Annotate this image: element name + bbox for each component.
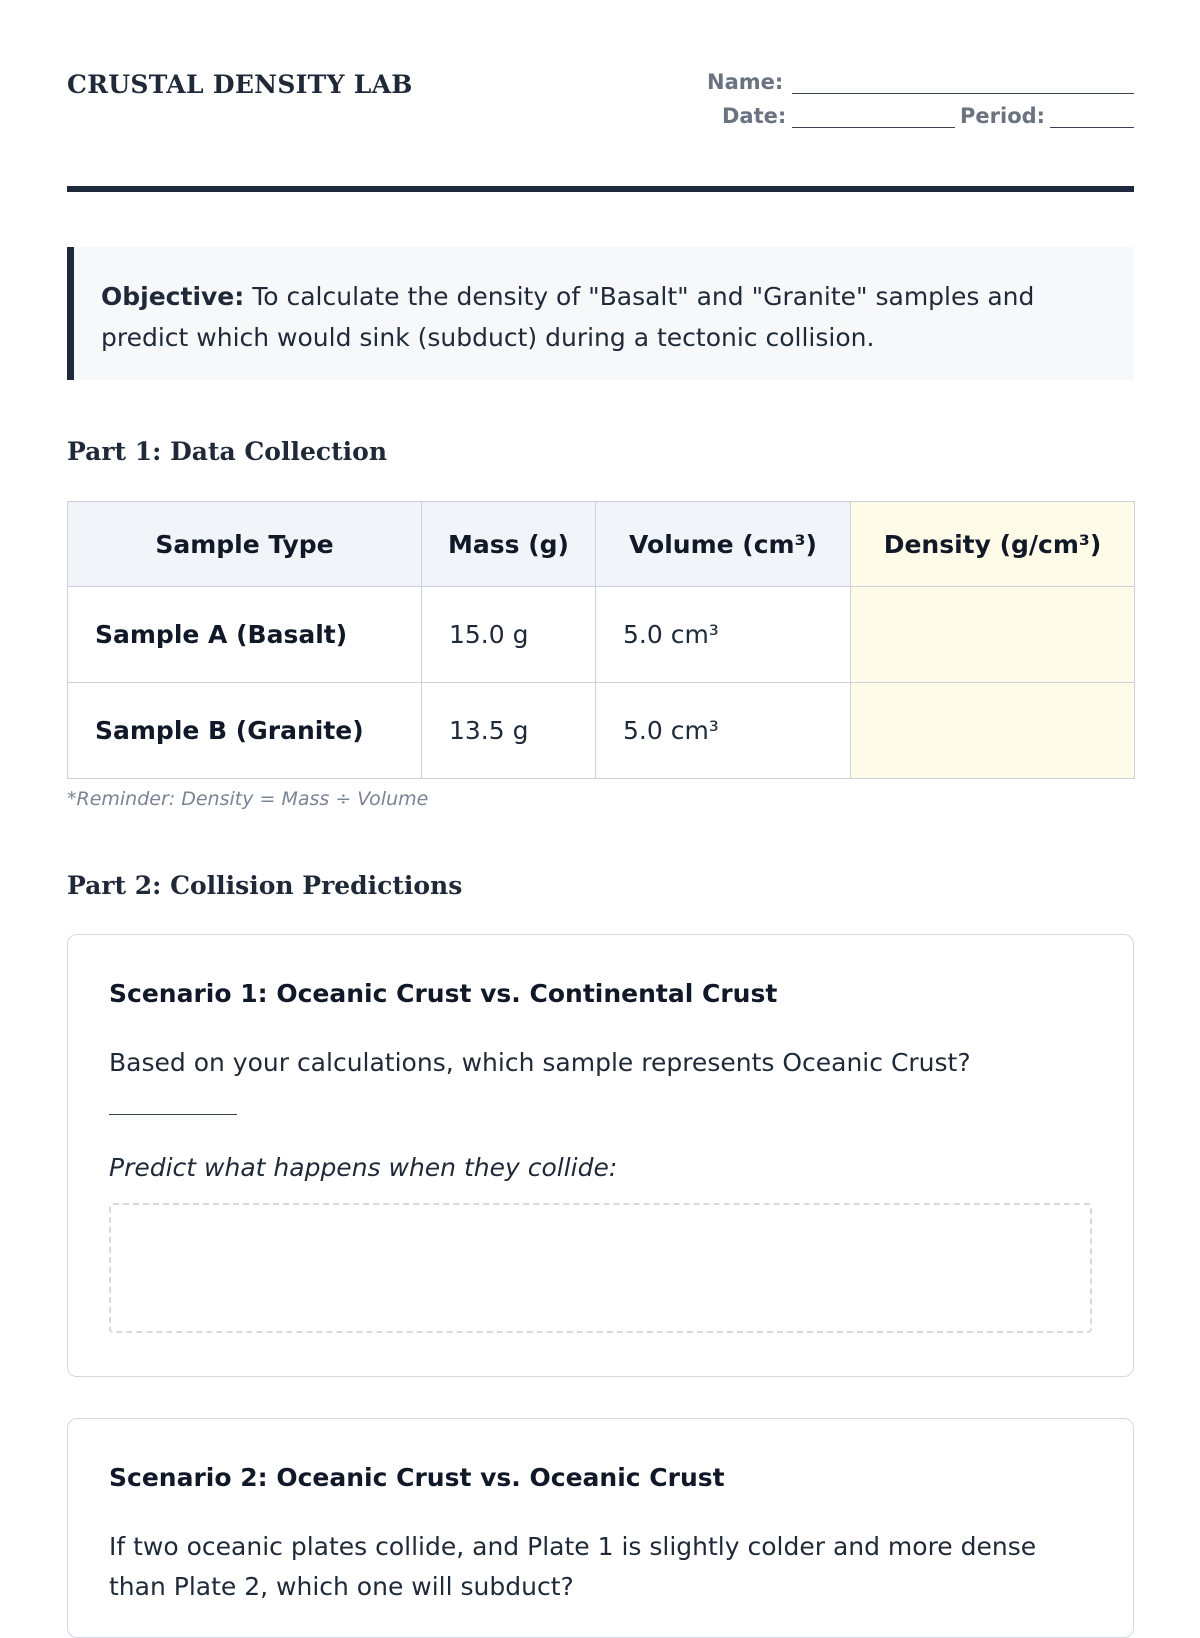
table-row <box>68 683 1135 779</box>
header-mass: Mass (g) <box>422 502 596 587</box>
density-answer-cell[interactable] <box>851 587 1135 683</box>
objective-label: Objective: <box>101 282 245 311</box>
scenario-question: Based on your calculations, which sample represents Oceanic Crust? <box>109 1048 971 1077</box>
scenario-title: Scenario 1: Oceanic Crust vs. Continental Crust <box>109 979 778 1008</box>
period-field[interactable] <box>1050 127 1134 128</box>
prediction-answer-box[interactable] <box>109 1203 1092 1333</box>
sample-name: Sample B (Granite) <box>68 683 422 779</box>
header-volume: Volume (cm³) <box>596 502 851 587</box>
objective-text: To calculate the density of "Basalt" and "Granite" samples and predict which would sink (subduct) during a tectonic collision. <box>101 282 1035 352</box>
data-collection-table <box>67 501 1135 779</box>
density-answer-cell[interactable] <box>851 683 1135 779</box>
worksheet-title: CRUSTAL DENSITY LAB <box>67 70 413 99</box>
scenario-card-2 <box>67 1418 1134 1638</box>
header-sample-type: Sample Type <box>68 502 422 587</box>
sample-volume: 5.0 cm³ <box>596 683 851 779</box>
sample-volume: 5.0 cm³ <box>596 587 851 683</box>
sample-name: Sample A (Basalt) <box>68 587 422 683</box>
sample-mass: 13.5 g <box>422 683 596 779</box>
scenario-card-1 <box>67 934 1134 1377</box>
table-header-row <box>68 502 1135 587</box>
objective-box <box>67 247 1134 380</box>
predict-prompt: Predict what happens when they collide: <box>109 1153 618 1182</box>
sample-mass: 15.0 g <box>422 587 596 683</box>
oceanic-crust-answer-blank[interactable] <box>109 1114 237 1115</box>
period-label: Period: <box>960 104 1046 128</box>
header-divider <box>67 186 1134 192</box>
scenario-question: If two oceanic plates collide, and Plate 1 is slightly colder and more dense than Plate 2, which one will subduct? <box>109 1532 1037 1601</box>
table-row <box>68 587 1135 683</box>
scenario-title: Scenario 2: Oceanic Crust vs. Oceanic Crust <box>109 1463 725 1492</box>
date-label: Date: <box>722 104 787 128</box>
density-reminder: *Reminder: Density = Mass ÷ Volume <box>67 788 429 810</box>
name-field[interactable] <box>792 93 1134 94</box>
worksheet-header <box>67 0 1134 195</box>
header-density: Density (g/cm³) <box>851 502 1135 587</box>
part1-title: Part 1: Data Collection <box>67 437 387 466</box>
part2-title: Part 2: Collision Predictions <box>67 871 463 900</box>
date-field[interactable] <box>792 127 955 128</box>
name-label: Name: <box>707 70 784 94</box>
